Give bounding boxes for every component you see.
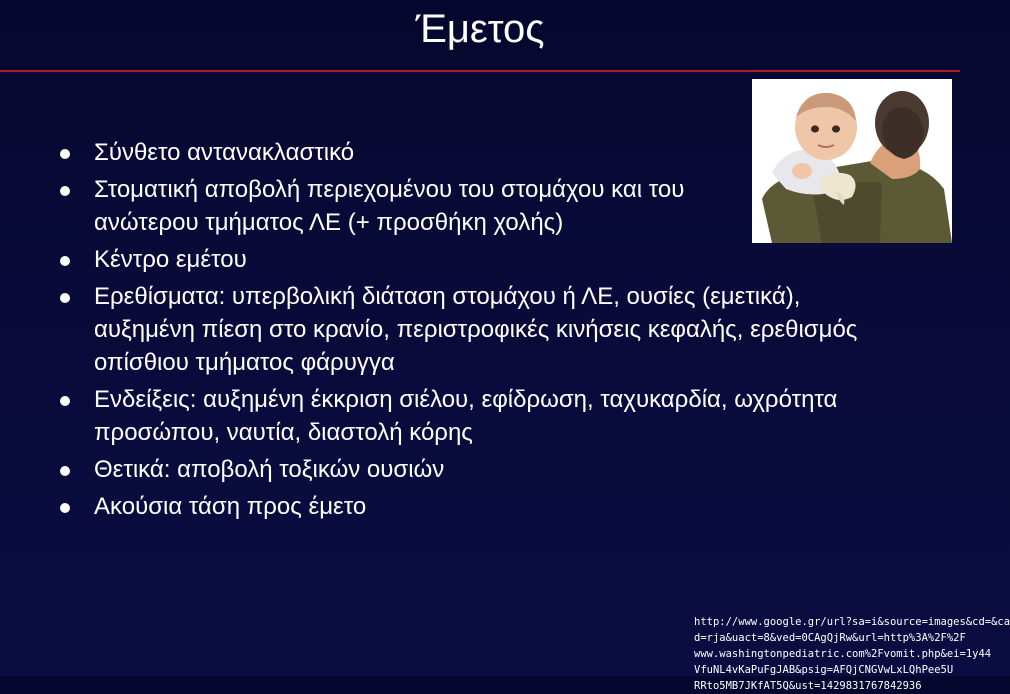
- title-divider: [0, 70, 960, 72]
- bullet-text: Κέντρο εμέτου: [94, 246, 247, 273]
- bullet-icon: [60, 466, 70, 476]
- bullet-icon: [60, 503, 70, 513]
- bullet-item: [56, 173, 754, 239]
- bullet-icon: [60, 293, 70, 303]
- bullet-text: Στοματική αποβολή περιεχομένου του στομάχου και του ανώτερου τμήματος ΛΕ (+ προσθήκη χολής): [94, 176, 685, 236]
- photo-parent-with-baby: [752, 79, 952, 243]
- bullet-icon: [60, 149, 70, 159]
- bullet-text: Ερεθίσματα: υπερβολική διάταση στομάχου ή ΛΕ, ουσίες (εμετικά), αυξημένη πίεση στο κρανίο, περιστροφικές κινήσεις κεφαλής, ερεθισμός οπίσθιου τμήματος φάρυγγα: [94, 283, 858, 376]
- bullet-item: [56, 280, 864, 379]
- bullet-item: [56, 243, 916, 276]
- bullet-item: [56, 136, 754, 169]
- bullet-text: Ακούσια τάση προς έμετο: [94, 493, 367, 520]
- bullet-item: [56, 490, 916, 523]
- slide-title: Έμετος: [415, 7, 545, 51]
- bullet-text: Ενδείξεις: αυξημένη έκκριση σιέλου, εφίδρωση, ταχυκαρδία, ωχρότητα προσώπου, ναυτία, διαστολή κόρης: [94, 386, 838, 446]
- bullet-icon: [60, 256, 70, 266]
- image-source-url: http://www.google.gr/url?sa=i&source=images&cd=&ca d=rja&uact=8&ved=0CAgQjRw&url=http%3A%2F%2F www.washingtonpediatric.com%2Fvomit.php&ei=1y44 VfuNL4vKaPuFgJAB&psig=AFQjCNGVwLxLQhPee5U RRto5MB7JKfAT5Q&ust=1429831767842936: [694, 616, 1010, 692]
- parent-baby-illustration: [752, 79, 952, 243]
- bullet-icon: [60, 396, 70, 406]
- bullet-text: Θετικά: αποβολή τοξικών ουσιών: [94, 456, 445, 483]
- bullet-item: [56, 453, 916, 486]
- bullet-item: [56, 383, 864, 449]
- bullet-icon: [60, 186, 70, 196]
- bullet-text: Σύνθετο αντανακλαστικό: [94, 139, 355, 166]
